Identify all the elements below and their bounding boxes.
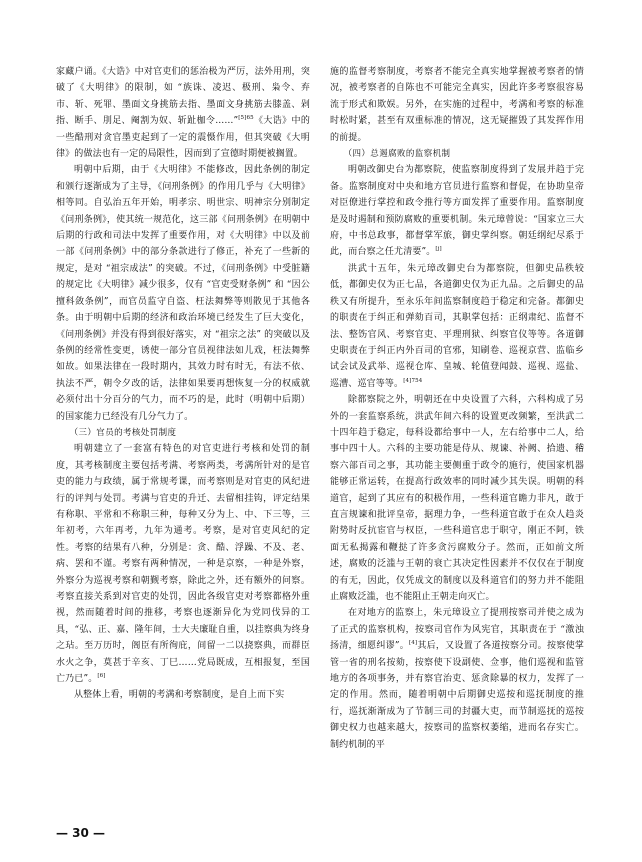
citation-ref: [j]	[435, 246, 442, 253]
paragraph-text: 在对地方的监察上，朱元璋设立了提刑按察司并使之成为了正式的监察机构，按察司官作为风宪官，其职责在于 “激浊扬清，细愿纠谬”。	[330, 608, 584, 652]
paragraph: 从整体上看，明朝的考满和考察制度，是自上而下实	[74, 690, 285, 701]
paragraph	[330, 605, 584, 753]
citation-ref: [6]	[97, 673, 106, 680]
citation-ref: [4]	[408, 640, 418, 647]
paragraph	[330, 261, 584, 392]
left-column	[56, 64, 310, 704]
paragraph-text: 明朝建立了一套富有特色的对官吏进行考核和处罚的制度，其考核制度主要包括考满、考察两类，考满所针对的是官吏的能力与政绩，属于常规考课，而考察则是对官吏的风纪进行的评判与处罚。考满与官吏的升迁、去留相挂钩，评定结果有称职、平常和不称职三种，每种又分为上、中、下三等，三年初考，六年再考，九年为通考。考察，是对官吏风纪的定性。考察的结果有八种，分别是：贪、酷、浮躁、不及、老、病、罢和不谨。考察有两种情况，一种是京察，一种是外察，外察分为巡视考察和朝觐考察，除此之外，还有额外的问察。考察直接关系到对官吏的处罚，因此各级官吏对考察都格外重视，然而随着时间的推移，考察也逐渐异化为党同伐异的工具，“弘、正、嘉、隆年间，士大夫廉耻自重，以挂察典为终身之玷。至万历时，阁臣有所徇庇，间留一二以挠察典，而群臣水火之争，莫甚于辛亥、丁巳……党局既成，互相报复，至国亡乃已”。	[56, 444, 310, 685]
paragraph-text: 其后，又设置了各道按察分司。按察使掌管一省的刑名按劾，按察使下设副使、佥事，他们巡视和监管地方的各项事务，并有察官治吏、惩贪除暴的权力，发挥了一定的作用。然而，随着明朝中后期御史巡按和巡抚制度的推行，巡抚渐渐成为了节制三司的封疆大吏，而节制巡抚的巡按御史权力也越来越大，按察司的监察权萎缩，进而名存实亡。制约机制的平	[330, 641, 584, 750]
paragraph	[56, 64, 310, 162]
paragraph	[330, 162, 584, 260]
section-heading: （四）总遏腐败的监察机制	[343, 149, 451, 160]
citation-ref: [5]65	[238, 115, 254, 122]
paragraph: 明朝中后期，由于《大明律》不能修改，因此条例的制定和颁行逐渐成为了主导，《问刑条例》的作用几乎与《大明律》相等同。自弘治五年开始，明孝宗、明世宗、明神宗分别制定《问刑条例》，使其统一规范化，这三部《问刑条例》在明朝中后期的行政和司法中发挥了重要作用，对《大明律》中以及前一部《问刑条例》中的部分条款进行了修正，补充了一些新的规定，是对 “祖宗成法” 的突破。不过，《问刑条例》中受脏籍的规定比《大明律》减少很多，仅有 “官吏受财条例” 和 “因公擅科敛条例”，而官员监守自盗、枉法舞弊等则散见于其他各条。由于明朝中后期的经济和政治环境已经发生了巨大变化，《问刑条例》并没有得到很好落实，对 “祖宗之法” 的突破以及条例的经常性变更，诱使一部分官员视律法如儿戏，枉法舞弊如故。如果法律在一段时期内，其效力时有时无，有法不依、执法不严，朝令夕改的话，法律如果要再想恢复一分的权威就必须付出十分百分的气力，而不巧的是，此时（明朝中后期）的国家能力已经没有几分气力了。	[56, 165, 310, 422]
paragraph-text: 《大诰》中的一些酷刑对贪官墨吏起到了一定的震慑作用，但其突破《大明律》的做法也有一定的局限性，因而到了宣德时期便被搁置。	[56, 116, 311, 160]
page-number: — 30 —	[56, 826, 106, 840]
section-heading: （三）官员的考核处罚制度	[69, 427, 177, 438]
paragraph: 施的监督考察制度，考察者不能完全真实地掌握被考察者的情况，被考察者的自陈也不可能完全真实，因此许多考察很容易流于形式和欺娱。另外，在实施的过程中，考满和考察的标准时松时紧，甚至有双重标准的情况，这无疑摧毁了其发挥作用的前提。	[330, 67, 584, 143]
paragraph-text: 明朝改御史台为都察院，使监察制度得到了发展并趋于完备。监察制度对中央和地方官员进行监察和督促，在协助皇帝对臣僚进行掌控和政令推行等方面发挥了重要作用。监察制度是及时遏制和预防腐败的重要机制。朱元璋曾说：“国家立三大府，中书总政事，都督掌军旅，御史掌纠察。朝廷纲纪尽系于此，而台察之任尤清要”。	[330, 165, 584, 258]
citation-ref: [4]754	[403, 377, 423, 384]
right-column	[330, 64, 584, 753]
paragraph-text: 洪武十五年，朱元璋改御史台为都察院，但御史品秩较低，都御史仅为正七品，各道御史仅为正九品。之后御史的品秩又有所提升，至永乐年间监察制度趋于稳定和完备。都御史的职责在于纠正和弹劾百司，其职掌包括：正纲肃纪、监督不法、整饬官风、考察官吏、平理刑狱、纠察官仪等等。各道御史职责在于纠正内外百司的官邪，知刷卷、巡视京营、监临乡试会试及武举、巡视仓库、皇城、轮值登闻鼓、巡视、巡盐、巡漕、巡官等等。	[330, 263, 584, 389]
paragraph-text: 家藏户诵。《大诰》中对官吏们的惩治极为严厉，法外用刑，突破了《大明律》的限制，如 “族诛、凌迟、极刑、枭令、弃市、斩、死罪、墨面文身挑筋去指、墨面文身挑筋去膝盖、剁指、断手、刖足、阉割为奴、斩趾枷令……”	[56, 67, 310, 127]
paragraph: 除都察院之外，明朝还在中央设置了六科，六科构成了另外的一套监察系统，洪武年间六科的设置更改频繁，至洪武二十四年趋于稳定，每科设都给事中一人，左右给事中二人，给事中四十人。六科的主要功能是侍从、规谏、补阙、拾遗、稽察六部百司之事，其功能主要侧重于政令的施行，使国家机器能够正常运转，在提高行政效率的同时减少其失误。明朝的科道官，起到了其应有的积极作用，一些科道官瞻力非凡，敢于直言规谏和批评皇帝，据理力争，一些科道官敢于在众人趋炎附势时反抗宦官与权臣，一些科道官忠于职守，刚正不阿，铁面无私揭露和鞭挞了许多贪污腐败分子。然而，正如前文所述，腐败的泛滥与王朝的衰亡其决定性因素并不仅仅在于制度的有无，因此，仅凭成文的制度以及科道官们的努力并不能阻止腐败泛滥，也不能阻止王朝走向灭亡。	[330, 395, 584, 602]
paragraph	[56, 441, 310, 687]
